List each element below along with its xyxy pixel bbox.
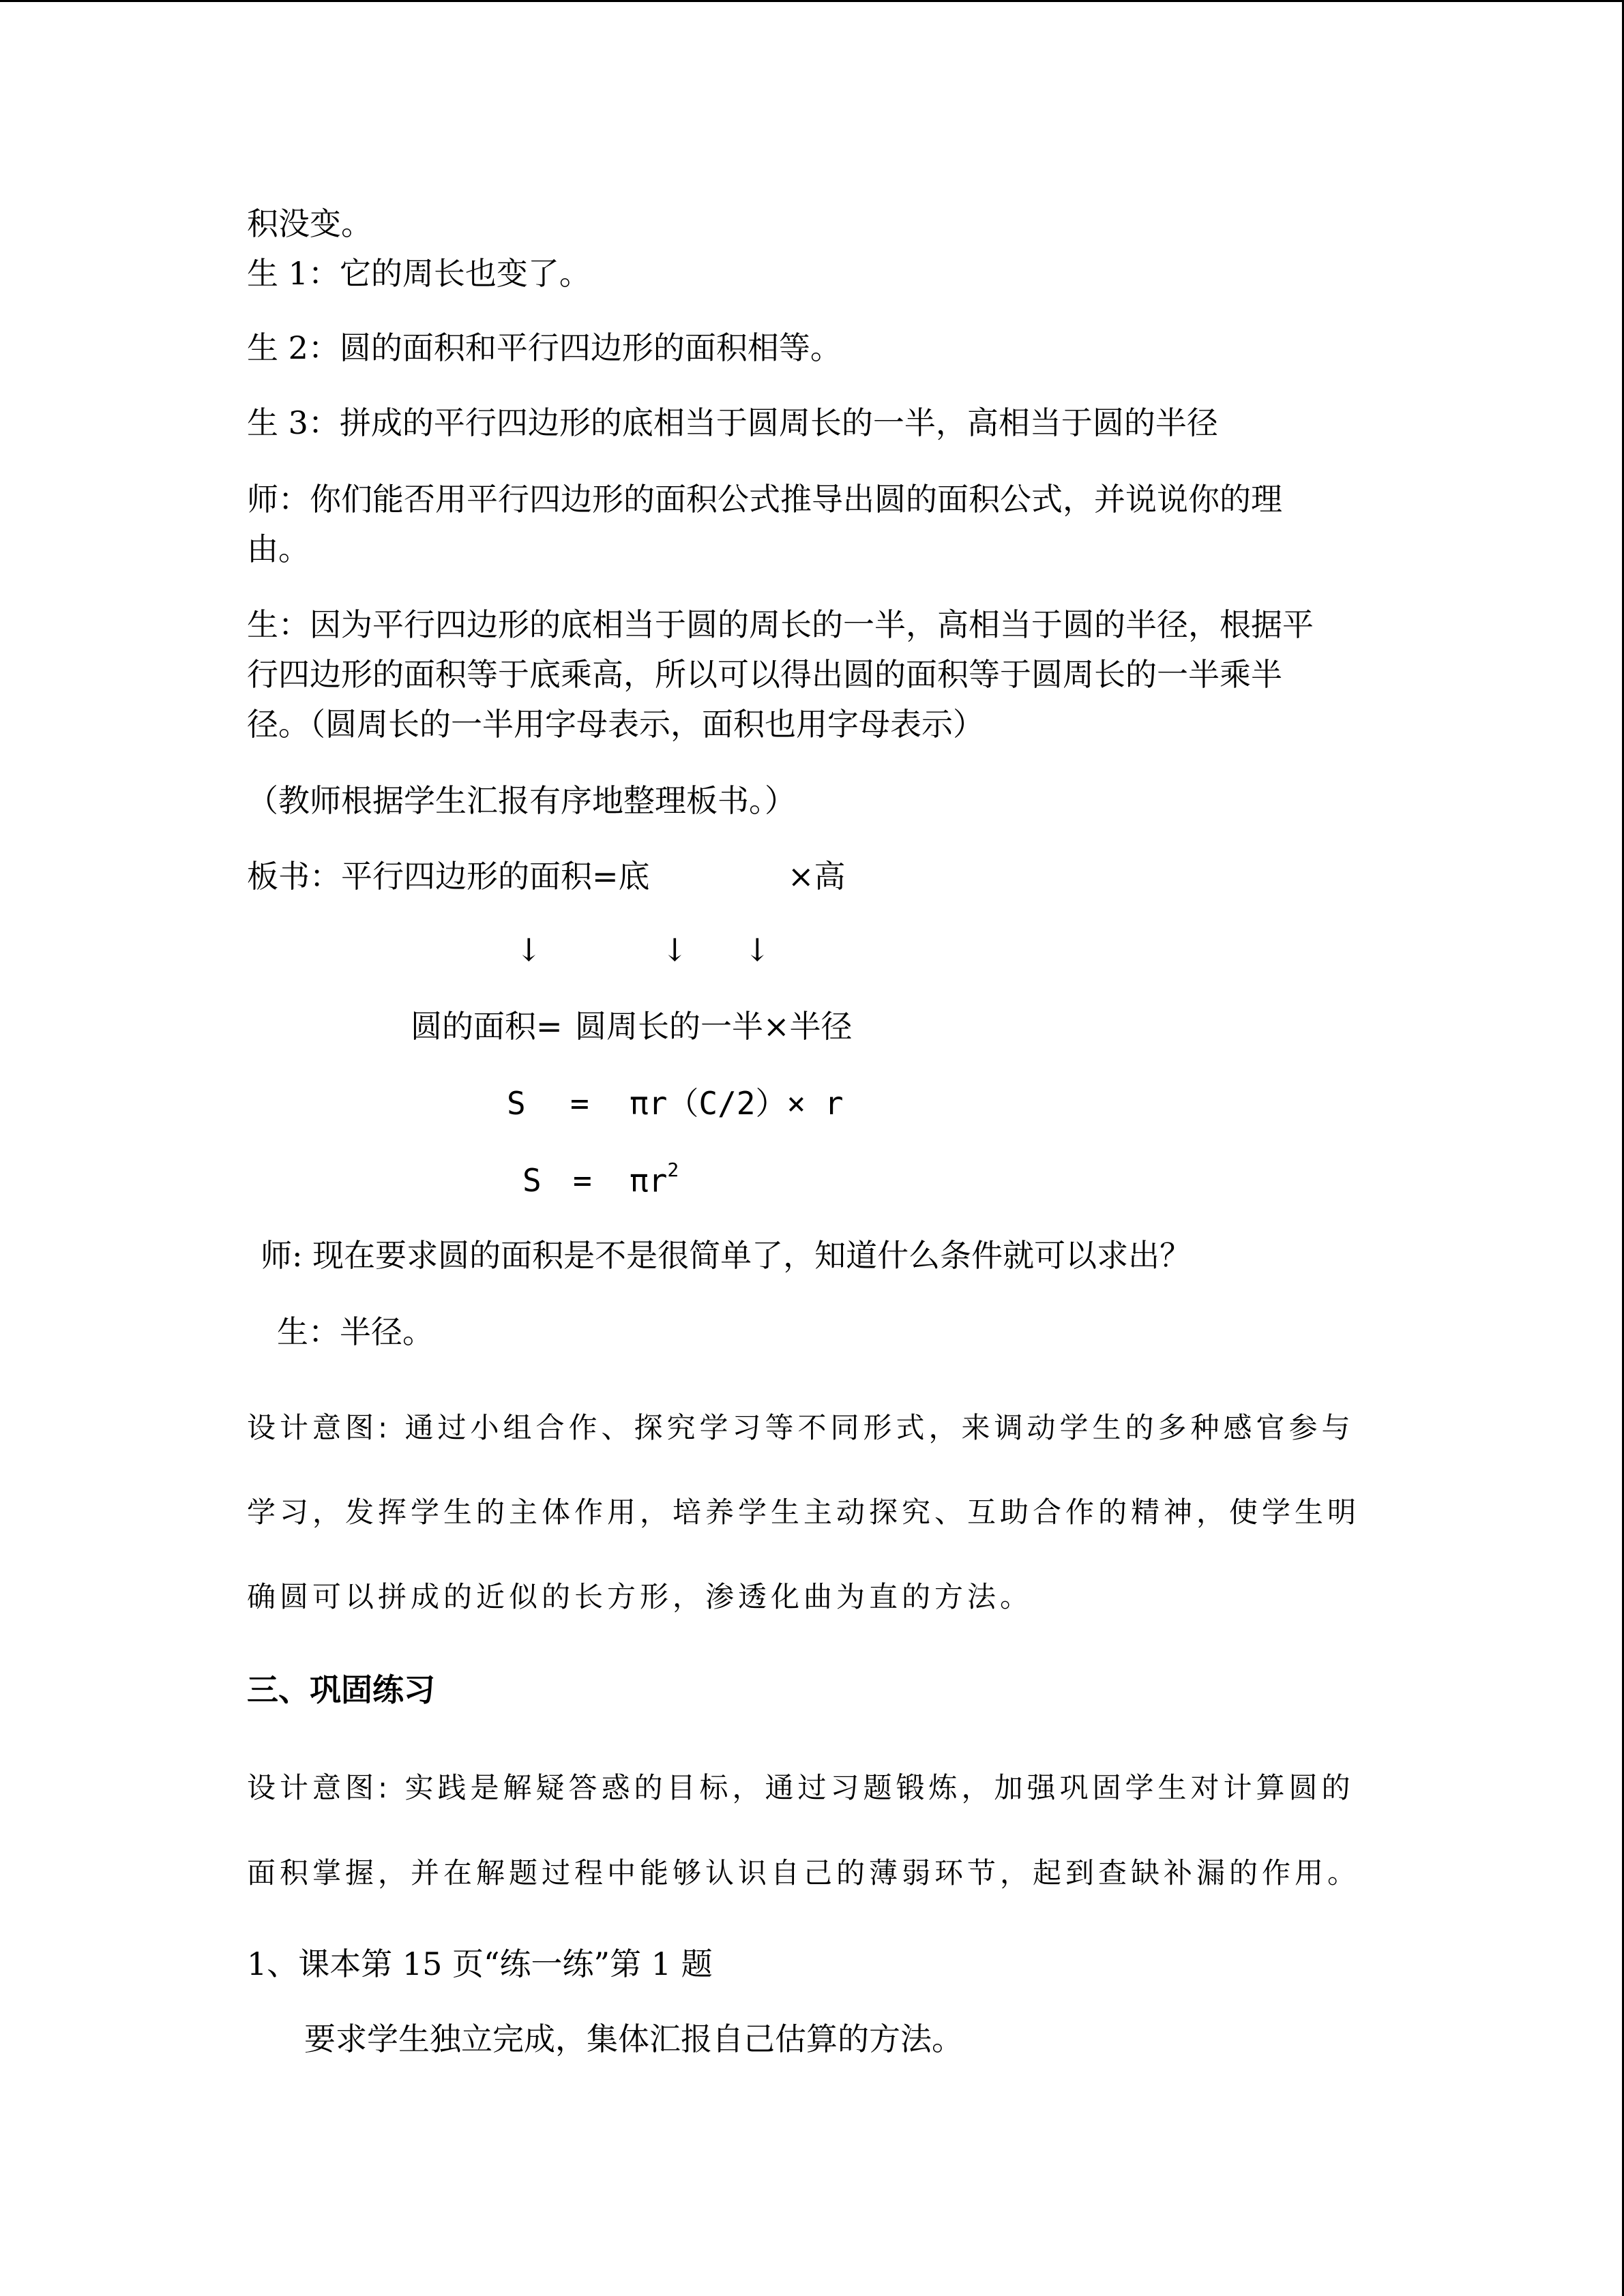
formula-s: S <box>507 1085 526 1122</box>
text-line: 生 2：圆的面积和平行四边形的面积相等。 <box>247 329 842 366</box>
text-line: 径。（圆周长的一半用字母表示，面积也用字母表示） <box>247 706 984 743</box>
text-line: （教师根据学生汇报有序地整理板书。） <box>247 782 796 819</box>
formula-eq: = <box>570 1085 589 1122</box>
design-intent-line: 设计意图: 实践是解疑答惑的目标，通过习题锻炼，加强巩固学生对计算圆的 <box>247 1771 1355 1804</box>
exercise-description: 要求学生独立完成，集体汇报自己估算的方法。 <box>304 2021 963 2057</box>
page-border-top <box>0 0 1624 2</box>
design-intent-line: 确圆可以拼成的近似的长方形，渗透化曲为直的方法。 <box>247 1580 1033 1613</box>
text-line: 生 1：它的周长也变了。 <box>247 255 591 292</box>
formula-rhs <box>630 1159 679 1199</box>
design-intent-line: 学习，发挥学生的主体作用，培养学生主动探究、互助合作的精神，使学生明 <box>247 1495 1361 1529</box>
text-line: 由。 <box>247 531 310 567</box>
text-line: 生：因为平行四边形的底相当于圆的周长的一半，高相当于圆的半径，根据平 <box>247 606 1314 643</box>
formula-eq: = <box>573 1162 592 1199</box>
student-answer: 生：半径。 <box>277 1313 434 1350</box>
down-arrow-icon: ↓ <box>744 931 771 968</box>
text-line: 行四边形的面积等于底乘高，所以可以得出圆的面积等于圆周长的一半乘半 <box>247 656 1282 693</box>
formula-pi-r: πr <box>630 1162 668 1199</box>
text-line: 积没变。 <box>247 205 372 242</box>
down-arrow-icon: ↓ <box>516 931 542 968</box>
text-line: 师：你们能否用平行四边形的面积公式推导出圆的面积公式，并说说你的理 <box>247 481 1282 518</box>
down-arrow-icon: ↓ <box>662 931 688 968</box>
exercise-item: 1、课本第 15 页“练一练”第 1 题 <box>247 1945 713 1982</box>
board-circle-formula: 圆周长的一半×半径 <box>575 1008 853 1045</box>
formula-exponent: 2 <box>667 1159 679 1181</box>
board-label: 板书：平行四边形的面积=底 <box>247 858 650 895</box>
section-heading: 三、巩固练习 <box>247 1671 435 1708</box>
design-intent-line: 面积掌握，并在解题过程中能够认识自己的薄弱环节，起到查缺补漏的作用。 <box>247 1856 1361 1890</box>
design-intent-line: 设计意图: 通过小组合作、探究学习等不同形式，来调动学生的多种感官参与 <box>247 1411 1355 1444</box>
text-line: 生 3：拼成的平行四边形的底相当于圆周长的一半，高相当于圆的半径 <box>247 404 1218 441</box>
teacher-question: 师: 现在要求圆的面积是不是很简单了，知道什么条件就可以求出？ <box>261 1237 1192 1274</box>
board-times-height: ×高 <box>788 858 846 895</box>
formula-s: S <box>522 1162 542 1199</box>
formula-rhs: πr（C/2）× r <box>630 1085 844 1122</box>
board-circle-area: 圆的面积= <box>411 1008 563 1045</box>
